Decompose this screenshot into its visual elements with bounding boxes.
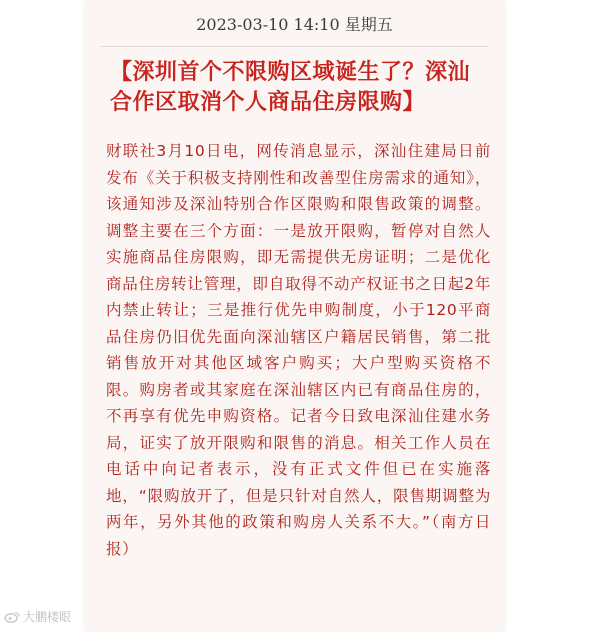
news-headline: 【深圳首个不限购区域诞生了？深汕合作区取消个人商品住房限购】 bbox=[110, 60, 471, 115]
post-datetime: 2023-03-10 14:10 星期五 bbox=[196, 15, 393, 34]
header-divider bbox=[100, 46, 489, 47]
weibo-icon bbox=[4, 611, 20, 623]
news-body: 财联社3月10日电，网传消息显示，深汕住建局日前发布《关于积极支持刚性和改善型住房需求的通知》，该通知涉及深汕特别合作区限购和限售政策的调整。调整主要在三个方面：一是放开限购，暂停对自然人实施商品住房限购，即无需提供无房证明；二是优化商品住房转让管理，即自取得不动产权证书之日起2年内禁止转让；三是推行优先申购制度，小于120平商品住房仍旧优先面向深汕辖区户籍居民销售，第二批销售放开对其他区域客户购买；大户型购买资格不限。购房者或其家庭在深汕辖区内已有商品住房的，不再享有优先申购资格。记者今日致电深汕住建水务局，证实了放开限购和限售的消息。相关工作人员在电话中向记者表示，没有正式文件但已在实施落地，“限购放开了，但是只针对自然人，限售期调整为两年，另外其他的政策和购房人关系不大。”（南方日报） bbox=[106, 142, 491, 558]
watermark-text: 大鹏楼眼 bbox=[23, 610, 72, 624]
watermark bbox=[4, 608, 71, 625]
news-card bbox=[86, 0, 503, 632]
